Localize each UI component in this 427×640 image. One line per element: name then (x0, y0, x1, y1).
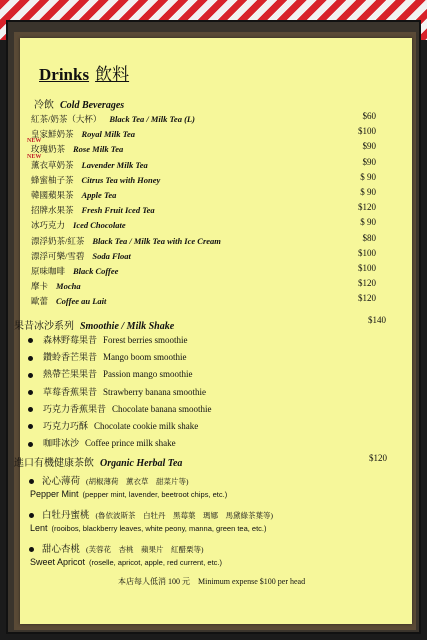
cold-beverage-item (31, 265, 118, 277)
menu-paper (14, 38, 412, 624)
smoothie-name-cjk: 熱帶芒果果昔 (43, 369, 98, 380)
bullet-icon (28, 424, 33, 429)
smoothie-name-en: Chocolate cookie milk shake (94, 421, 199, 431)
cold-beverage-name-cjk: 漂浮可樂/雪碧 (31, 250, 85, 261)
cold-beverage-name-cjk: 冰巧克力 (31, 220, 66, 231)
cold-beverage-item (31, 128, 135, 140)
bullet-icon (29, 547, 34, 552)
cold-beverage-name-cjk: 原味咖啡 (31, 266, 66, 276)
herbal-item (29, 473, 189, 487)
cold-beverage-price: $ 90 (360, 171, 376, 182)
cold-beverages-heading-en: Cold Beverages (60, 100, 125, 111)
herbal-item (29, 541, 204, 555)
cold-beverage-item (31, 113, 195, 125)
cold-beverage-price: $60 (362, 111, 376, 121)
smoothie-item (28, 333, 188, 346)
cold-beverage-item (31, 204, 155, 216)
smoothie-item (28, 419, 198, 432)
cold-beverage-name-en: Royal Milk Tea (81, 129, 136, 140)
cold-beverage-price: $90 (362, 141, 376, 152)
cold-beverage-name-cjk: 蜂蜜柚子茶 (31, 174, 74, 185)
cold-beverage-item (31, 174, 160, 186)
smoothie-name-cjk: 巧克力巧酥 (43, 421, 89, 431)
herbal-ingredients-en: (roselle, apricot, apple, red current, etc.) (89, 558, 223, 567)
herbal-item-en (30, 557, 222, 567)
cold-beverage-name-en: Soda Float (92, 250, 131, 261)
cold-beverage-name-cjk: 歐蕾 (31, 296, 49, 307)
cold-beverage-price: $100 (358, 247, 376, 258)
smoothie-price: $140 (368, 315, 386, 325)
bullet-icon (28, 373, 33, 378)
cold-beverage-price: $120 (358, 293, 376, 304)
footer-en: Minimum expense $100 per head (198, 577, 306, 586)
cold-beverage-name-cjk: 玫瑰奶茶 (31, 144, 66, 155)
cold-beverage-name-cjk: 薰衣草奶茶 (31, 159, 74, 170)
herbal-heading (14, 454, 182, 469)
herbal-heading-cjk: 進口有機健康茶飲 (14, 458, 94, 469)
cold-beverage-item (31, 189, 116, 201)
herbal-name-en: Pepper Mint (30, 489, 79, 499)
cold-beverage-item (31, 143, 123, 155)
herbal-item-en (30, 489, 227, 499)
menu-title (39, 60, 129, 85)
cold-beverage-item (31, 250, 131, 262)
smoothie-name-en: Forest berries smoothie (103, 335, 188, 345)
smoothie-heading-cjk: 果昔冰沙系列 (14, 321, 74, 332)
bullet-icon (29, 479, 34, 484)
smoothie-name-en: Coffee prince milk shake (85, 438, 176, 449)
smoothie-name-cjk: 森林野莓果昔 (43, 335, 98, 345)
smoothie-name-en: Passion mango smoothie (103, 369, 193, 380)
cold-beverage-price: $100 (358, 263, 376, 273)
cold-beverage-item (31, 159, 148, 171)
smoothie-name-cjk: 草莓香蕉果昔 (43, 386, 98, 397)
smoothie-heading-en: Smoothie / Milk Shake (80, 321, 175, 332)
cold-beverage-price: $ 90 (360, 217, 376, 228)
cold-beverages-heading-cjk: 冷飲 (34, 100, 54, 111)
footer-note (118, 576, 305, 587)
herbal-heading-en: Organic Herbal Tea (100, 458, 183, 469)
herbal-name-cjk: 沁心薄荷 (42, 477, 81, 487)
cold-beverage-name-en: Mocha (56, 281, 81, 292)
herbal-ingredients-cjk: (芙蓉花 杏桃 蘋果片 紅醋栗等) (86, 545, 204, 554)
herbal-name-cjk: 白牡丹蜜桃 (42, 511, 90, 521)
herbal-name-en: Sweet Apricot (30, 557, 86, 567)
smoothie-heading (14, 317, 174, 332)
bullet-icon (28, 390, 33, 395)
herbal-ingredients-en: (pepper mint, lavender, beetroot chips, etc.) (82, 490, 228, 499)
cold-beverage-name-cjk: 皇家鮮奶茶 (31, 129, 74, 140)
cold-beverage-price: $100 (358, 126, 376, 137)
smoothie-name-en: Mango boom smoothie (103, 352, 187, 363)
smoothie-item (28, 385, 206, 398)
herbal-item-en (30, 523, 267, 533)
cold-beverage-item (31, 280, 81, 292)
menu-title-cjk: 飲料 (95, 65, 130, 84)
cold-beverage-name-cjk: 漂浮奶茶/紅茶 (31, 235, 85, 246)
cold-beverage-name-en: Fresh Fruit Iced Tea (81, 205, 155, 216)
cold-beverage-name-cjk: 韓國蘋果茶 (31, 190, 74, 200)
herbal-name-cjk: 甜心杏桃 (42, 545, 81, 555)
herbal-name-en: Lent (30, 523, 48, 533)
bullet-icon (28, 407, 33, 412)
cold-beverage-name-en: Citrus Tea with Honey (81, 174, 161, 185)
cold-beverage-name-en: Black Tea / Milk Tea (L) (109, 114, 195, 124)
cold-beverage-item (31, 235, 221, 247)
herbal-ingredients-en: (rooibos, blackberry leaves, white peony, manna, green tea, etc.) (51, 524, 267, 533)
herbal-ingredients-cjk: (魯依波斯茶 白牡丹 黑莓葉 瑪娜 馬黛綠茶葉等) (95, 511, 274, 520)
new-badge: NEW (27, 138, 42, 145)
smoothie-name-cjk: 鑽蛉香芒果昔 (43, 352, 98, 363)
cold-beverage-price: $120 (358, 278, 376, 289)
smoothie-item (28, 350, 187, 363)
smoothie-item (28, 436, 176, 449)
herbal-ingredients-cjk: (胡椒薄荷 薰衣草 甜菜片等) (86, 477, 189, 486)
cold-beverage-name-cjk: 招牌水果茶 (31, 205, 74, 216)
new-badge: NEW (27, 153, 42, 160)
cold-beverage-name-en: Iced Chocolate (73, 220, 126, 231)
cold-beverage-name-en: Rose Milk Tea (73, 144, 124, 155)
cold-beverage-name-en: Lavender Milk Tea (81, 159, 148, 170)
cold-beverage-price: $120 (358, 202, 376, 213)
smoothie-name-cjk: 巧克力香蕉果昔 (43, 403, 107, 414)
cold-beverage-price: $ 90 (360, 187, 376, 197)
bullet-icon (28, 338, 33, 343)
cold-beverage-item (31, 219, 126, 231)
menu-title-en: Drinks (39, 65, 90, 84)
cold-beverages-heading (34, 96, 124, 111)
herbal-item (29, 507, 273, 521)
cold-beverage-item (31, 295, 106, 307)
smoothie-name-en: Strawberry banana smoothie (103, 386, 206, 397)
footer-cjk: 本店每人低消 100 元 (118, 577, 190, 586)
cold-beverage-name-en: Black Coffee (73, 266, 119, 276)
herbal-price: $120 (369, 453, 387, 463)
bullet-icon (28, 356, 33, 361)
bullet-icon (29, 513, 34, 518)
cold-beverage-name-en: Coffee au Lait (56, 296, 107, 307)
smoothie-name-cjk: 咖啡冰沙 (43, 438, 80, 449)
smoothie-name-en: Chocolate banana smoothie (112, 403, 212, 414)
smoothie-item (28, 402, 212, 415)
cold-beverage-name-en: Apple Tea (81, 190, 117, 200)
bullet-icon (28, 442, 33, 447)
cold-beverage-price: $80 (362, 232, 376, 243)
cold-beverage-price: $90 (362, 156, 376, 167)
cold-beverage-name-en: Black Tea / Milk Tea with Ice Cream (92, 235, 221, 246)
cold-beverage-name-cjk: 摩卡 (31, 281, 49, 292)
cold-beverage-name-cjk: 紅茶/奶茶（大杯） (31, 114, 102, 124)
smoothie-item (28, 367, 193, 380)
